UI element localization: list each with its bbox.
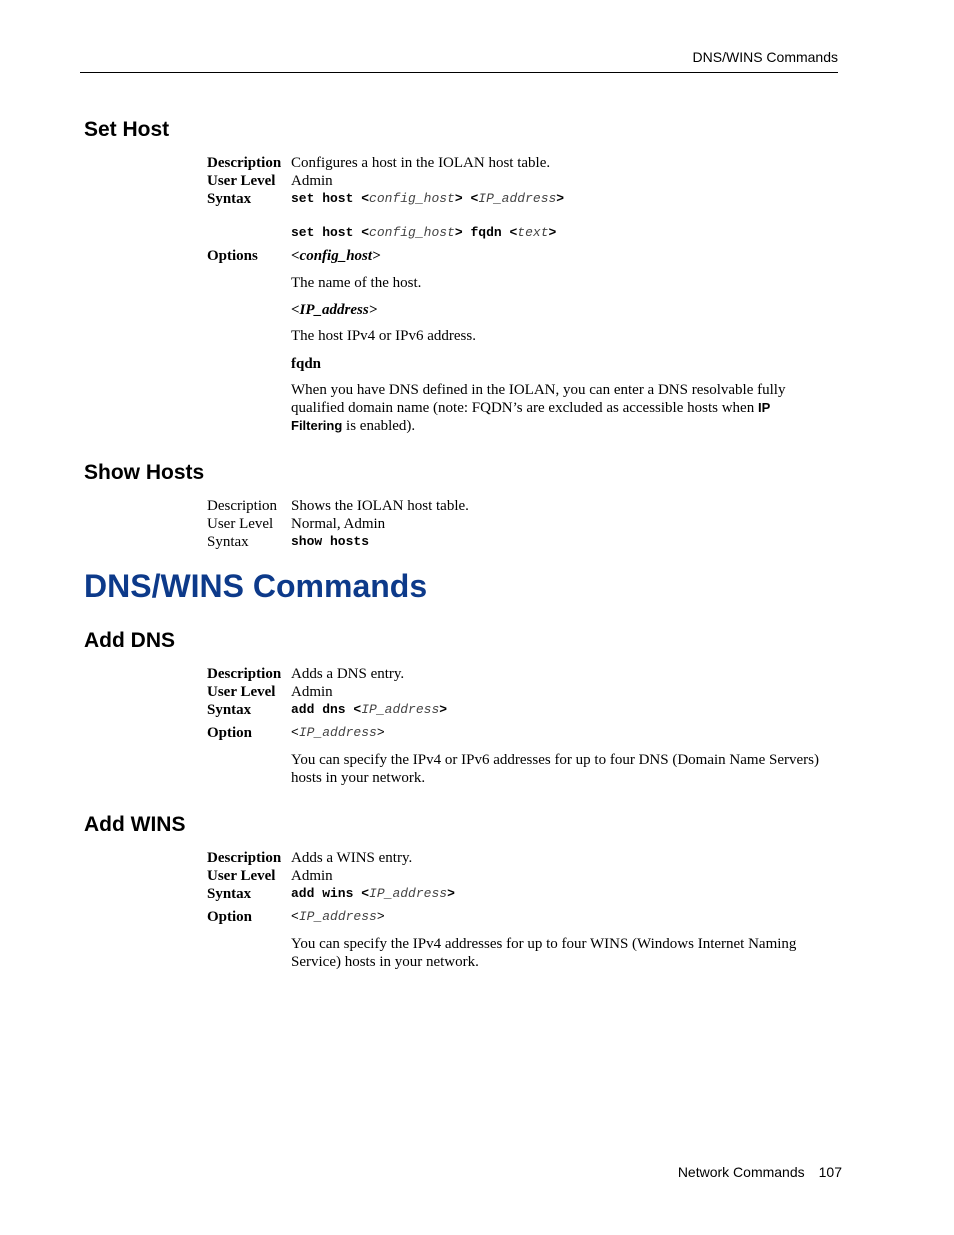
option-ip-address: <IP_address>	[291, 302, 378, 318]
add-dns-syntax: add dns <IP_address>	[291, 702, 448, 717]
label-option: Option	[207, 725, 253, 741]
label-description: Description	[207, 666, 282, 682]
footer-chapter: Network Commands	[677, 1164, 805, 1180]
label-syntax: Syntax	[207, 191, 252, 207]
add-wins-heading: Add WINS	[84, 813, 186, 836]
show-hosts-block	[207, 497, 847, 551]
add-wins-user-level: Admin	[291, 868, 333, 884]
set-host-heading: Set Host	[84, 118, 170, 141]
set-host-syntax-1: set host <config_host> <IP_address>	[291, 191, 565, 206]
page-footer	[600, 1164, 842, 1180]
page-number: 107	[818, 1164, 842, 1180]
set-host-block	[207, 154, 847, 435]
header-rule	[80, 72, 838, 73]
label-user-level: User Level	[207, 173, 276, 189]
section-title: DNS/WINS Commands	[84, 568, 428, 604]
add-dns-heading: Add DNS	[84, 629, 175, 652]
label-syntax: Syntax	[207, 886, 252, 902]
add-dns-description: Adds a DNS entry.	[291, 666, 405, 682]
label-syntax: Syntax	[207, 702, 252, 718]
show-hosts-user-level: Normal, Admin	[291, 516, 386, 532]
label-option: Option	[207, 909, 253, 925]
set-host-user-level: Admin	[291, 173, 333, 189]
option-ip-address-desc: The host IPv4 or IPv6 address.	[291, 328, 476, 344]
option-config-host-desc: The name of the host.	[291, 275, 422, 291]
add-wins-description: Adds a WINS entry.	[291, 850, 413, 866]
label-user-level: User Level	[207, 868, 276, 884]
label-description: Description	[207, 498, 277, 514]
show-hosts-description: Shows the IOLAN host table.	[291, 498, 469, 514]
add-dns-option: <IP_address>	[291, 725, 385, 740]
label-description: Description	[207, 155, 282, 171]
label-options: Options	[207, 248, 258, 264]
add-dns-block	[207, 665, 847, 787]
running-header: DNS/WINS Commands	[692, 49, 838, 65]
set-host-syntax-2: set host <config_host> fqdn <text>	[291, 225, 557, 240]
add-dns-option-desc: You can specify the IPv4 or IPv6 addresses for up to four DNS (Domain Name Servers) hosts in your network.	[291, 752, 819, 786]
label-description: Description	[207, 850, 282, 866]
show-hosts-heading: Show Hosts	[84, 461, 205, 484]
show-hosts-syntax: show hosts	[291, 534, 370, 549]
label-user-level: User Level	[207, 684, 276, 700]
option-fqdn-desc: When you have DNS defined in the IOLAN, you can enter a DNS resolvable fully qualified domain name (note: FQDN’s are excluded as accessible hosts when IP Filtering is enabled).	[291, 382, 786, 434]
add-wins-block	[207, 849, 847, 971]
add-wins-option: <IP_address>	[291, 909, 385, 924]
add-wins-option-desc: You can specify the IPv4 addresses for up to four WINS (Windows Internet Naming Service) hosts in your network.	[291, 936, 797, 970]
add-wins-syntax: add wins <IP_address>	[291, 886, 455, 901]
label-syntax: Syntax	[207, 534, 249, 550]
option-config-host: <config_host>	[291, 248, 381, 264]
add-dns-user-level: Admin	[291, 684, 333, 700]
set-host-description: Configures a host in the IOLAN host table.	[291, 155, 551, 171]
option-fqdn: fqdn	[291, 356, 322, 372]
label-user-level: User Level	[207, 516, 274, 532]
